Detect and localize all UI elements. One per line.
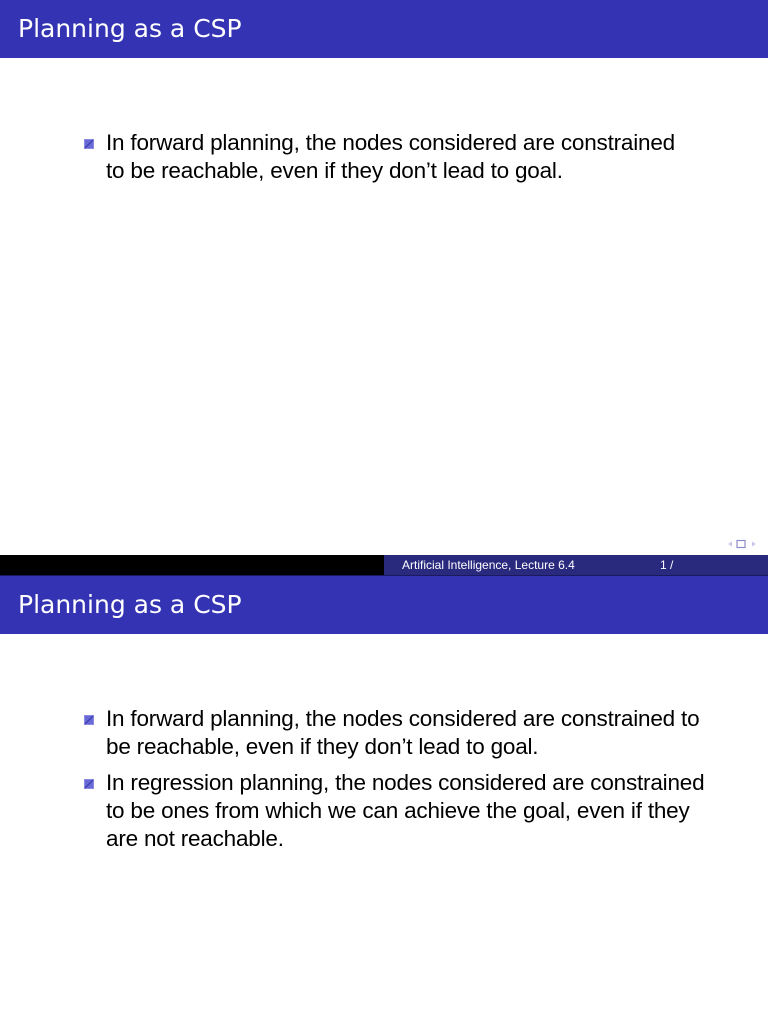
footer xyxy=(0,555,768,576)
bullet-line: to be reachable, even if they don’t lead to goal. xyxy=(106,158,563,183)
slide-title: Planning as a CSP xyxy=(18,590,242,619)
bullet-item xyxy=(84,705,704,761)
bullet-item xyxy=(84,769,704,853)
bullet-line: are not reachable. xyxy=(106,826,284,851)
bullet-item xyxy=(84,129,675,185)
bullet-line: In forward planning, the nodes considered are constrained xyxy=(106,130,675,155)
frame-icon[interactable] xyxy=(737,541,745,548)
bullet-line: to be ones from which we can achieve the goal, even if they xyxy=(106,798,690,823)
bullet-line: In regression planning, the nodes considered are constrained xyxy=(106,770,705,795)
bullet-line: be reachable, even if they don’t lead to goal. xyxy=(106,734,539,759)
bullet-icon xyxy=(84,779,94,789)
bullet-list xyxy=(84,705,704,861)
title-bar xyxy=(0,0,768,58)
prev-arrow-icon[interactable] xyxy=(728,542,732,547)
footer-left-panel xyxy=(0,555,384,576)
title-bar xyxy=(0,576,768,634)
navigation-icons[interactable] xyxy=(722,537,762,551)
next-arrow-icon[interactable] xyxy=(752,542,756,547)
slide-title: Planning as a CSP xyxy=(18,14,242,43)
footer-page-number: 1 / xyxy=(660,558,674,572)
bullet-icon xyxy=(84,139,94,149)
bullet-list xyxy=(84,129,675,193)
footer-title: Artificial Intelligence, Lecture 6.4 xyxy=(402,558,575,572)
bullet-icon xyxy=(84,715,94,725)
slide-2 xyxy=(0,576,768,1024)
bullet-line: In forward planning, the nodes considered are constrained to xyxy=(106,706,700,731)
